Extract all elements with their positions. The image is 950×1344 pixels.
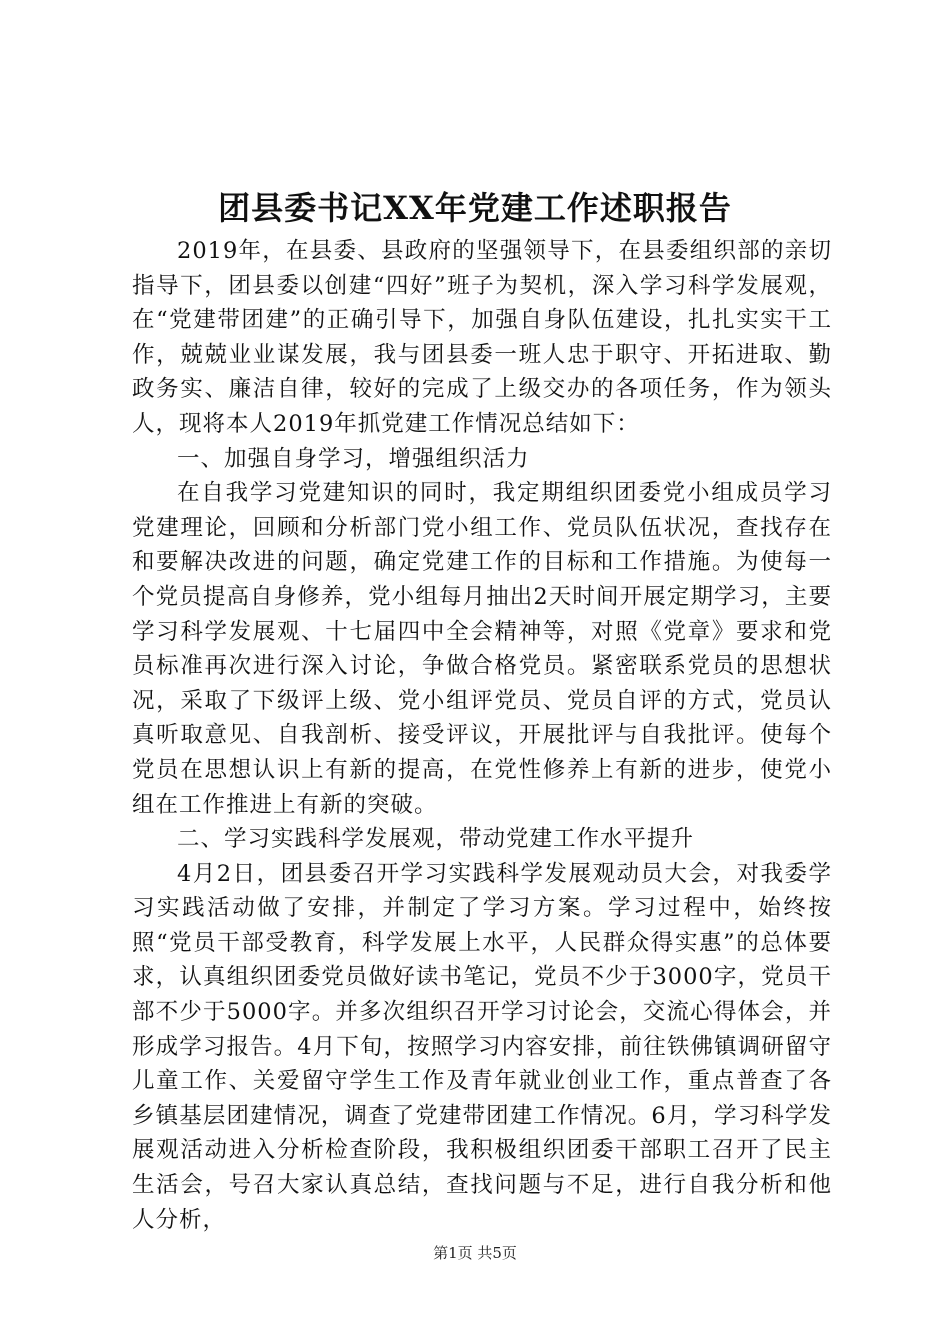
section-1-paragraph: 在自我学习党建知识的同时，我定期组织团委党小组成员学习党建理论，回顾和分析部门党小组工作、党员队伍状况，查找存在和要解决改进的问题，确定党建工作的目标和工作措施。为使每一个党员提高自身修养，党小组每月抽出2天时间开展定期学习，主要学习科学发展观、十七届四中全会精神等，对照《党章》要求和党员标准再次进行深入讨论，争做合格党员。紧密联系党员的思想状况，采取了下级评上级、党小组评党员、党员自评的方式，党员认真听取意见、自我剖析、接受评议，开展批评与自我批评。使每个党员在思想认识上有新的提高，在党性修养上有新的进步，使党小组在工作推进上有新的突破。 [132, 480, 832, 818]
page-number-footer: 第1页 共5页 [433, 1244, 517, 1262]
document-title: 团县委书记XX年党建工作述职报告 [218, 189, 732, 227]
section-heading-2: 二、学习实践科学发展观，带动党建工作水平提升 [177, 826, 695, 853]
section-heading-1: 一、加强自身学习，增强组织活力 [177, 445, 530, 472]
intro-paragraph: 2019年，在县委、县政府的坚强领导下，在县委组织部的亲切指导下，团县委以创建“四好”班子为契机，深入学习科学发展观，在“党建带团建”的正确引导下，加强自身队伍建设，扎扎实实干工作，兢兢业业谋发展，我与团县委一班人忠于职守、开拓进取、勤政务实、廉洁自律，较好的完成了上级交办的各项任务，作为领头人，现将本人2019年抓党建工作情况总结如下： [132, 238, 832, 437]
document-body [132, 234, 832, 1237]
section-2-paragraph: 4月2日，团县委召开学习实践科学发展观动员大会，对我委学习实践活动做了安排，并制定了学习方案。学习过程中，始终按照“党员干部受教育，科学发展上水平，人民群众得实惠”的总体要求，认真组织团委党员做好读书笔记，党员不少于3000字，党员干部不少于5000字。并多次组织召开学习讨论会，交流心得体会，并形成学习报告。4月下旬，按照学习内容安排，前往铁佛镇调研留守儿童工作、关爱留守学生工作及青年就业创业工作，重点普查了各乡镇基层团建情况，调查了党建带团建工作情况。6月，学习科学发展观活动进入分析检查阶段，我积极组织团委干部职工召开了民主生活会，号召大家认真总结，查找问题与不足，进行自我分析和他人分析， [132, 860, 832, 1233]
